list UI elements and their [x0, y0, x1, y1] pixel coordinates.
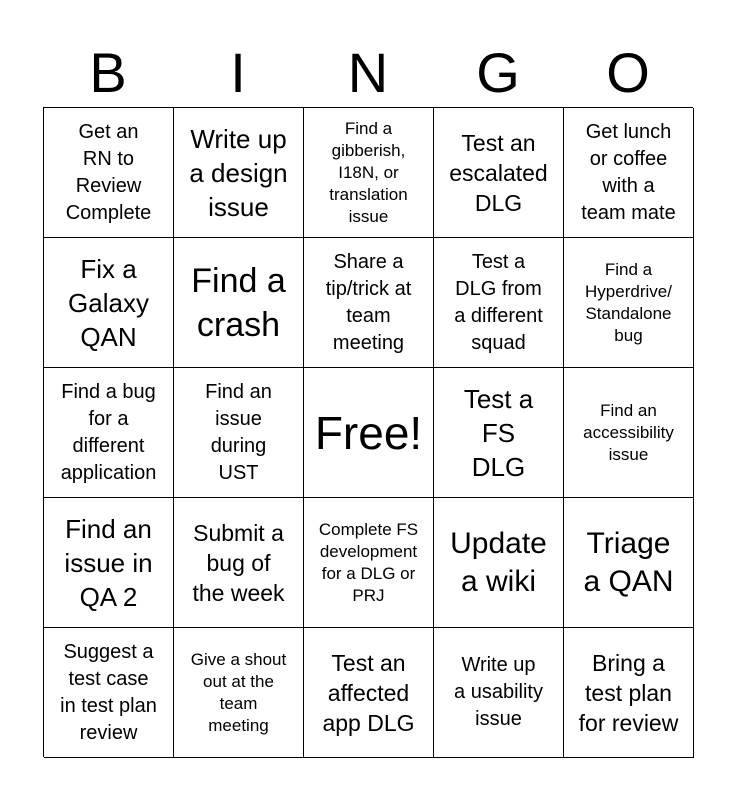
bingo-cell[interactable]	[174, 628, 304, 758]
cell-text: Test an escalated DLG	[449, 129, 548, 216]
cell-text: Complete FS development for a DLG or PRJ	[318, 519, 419, 605]
bingo-cell[interactable]	[304, 498, 434, 628]
cell-text: Get lunch or coffee with a team mate	[581, 120, 676, 224]
cell-text: Triage a QAN	[583, 526, 674, 598]
bingo-cell[interactable]	[44, 628, 174, 758]
bingo-cell[interactable]	[434, 238, 564, 368]
cell-text: Bring a test plan for review	[578, 649, 679, 736]
header-letter-n: N	[347, 41, 389, 104]
bingo-grid	[43, 107, 693, 757]
header-letter-b: B	[89, 41, 127, 104]
bingo-cell[interactable]	[564, 238, 694, 368]
bingo-cell[interactable]	[434, 368, 564, 498]
cell-text: Write up a usability issue	[454, 654, 543, 730]
bingo-cell[interactable]	[304, 108, 434, 238]
cell-text: Find a crash	[191, 261, 286, 344]
cell-text: Write up a design issue	[189, 123, 288, 222]
bingo-header	[43, 40, 693, 106]
bingo-cell[interactable]	[564, 368, 694, 498]
cell-text: Suggest a test case in test plan review	[60, 640, 157, 744]
cell-text: Find an issue in QA 2	[64, 513, 153, 612]
bingo-cell[interactable]	[44, 108, 174, 238]
cell-text: Share a tip/trick at team meeting	[325, 250, 412, 354]
bingo-cell[interactable]	[174, 238, 304, 368]
bingo-cell[interactable]	[174, 498, 304, 628]
bingo-cell[interactable]	[44, 498, 174, 628]
cell-text: Find a Hyperdrive/ Standalone bug	[585, 259, 672, 345]
free-space-text: Free!	[314, 406, 423, 459]
bingo-cell[interactable]	[434, 628, 564, 758]
cell-text: Update a wiki	[450, 526, 547, 598]
cell-text: Find an accessibility issue	[583, 400, 674, 464]
cell-text: Get an RN to Review Complete	[65, 120, 152, 224]
header-letter-g: G	[476, 41, 520, 104]
cell-text: Submit a bug of the week	[192, 519, 285, 606]
header-letter-i: I	[230, 41, 246, 104]
cell-text: Test a FS DLG	[463, 383, 534, 482]
bingo-cell[interactable]	[304, 628, 434, 758]
bingo-cell[interactable]	[174, 368, 304, 498]
bingo-cell[interactable]	[434, 108, 564, 238]
cell-text: Give a shout out at the team meeting	[190, 649, 287, 735]
bingo-cell[interactable]	[44, 238, 174, 368]
cell-text: Fix a Galaxy QAN	[68, 253, 149, 352]
cell-text: Test a DLG from a different squad	[454, 250, 543, 354]
bingo-cell[interactable]	[564, 628, 694, 758]
cell-text: Find a gibberish, I18N, or translation issue	[329, 118, 408, 226]
cell-text: Find an issue during UST	[205, 380, 272, 484]
bingo-cell[interactable]	[174, 108, 304, 238]
bingo-cell[interactable]	[304, 238, 434, 368]
bingo-cell[interactable]	[564, 108, 694, 238]
cell-text: Find a bug for a different application	[60, 380, 157, 484]
bingo-cell-free[interactable]	[304, 368, 434, 498]
bingo-cell[interactable]	[44, 368, 174, 498]
cell-text: Test an affected app DLG	[322, 649, 415, 736]
bingo-cell[interactable]	[564, 498, 694, 628]
bingo-cell[interactable]	[434, 498, 564, 628]
header-letter-o: O	[606, 41, 650, 104]
